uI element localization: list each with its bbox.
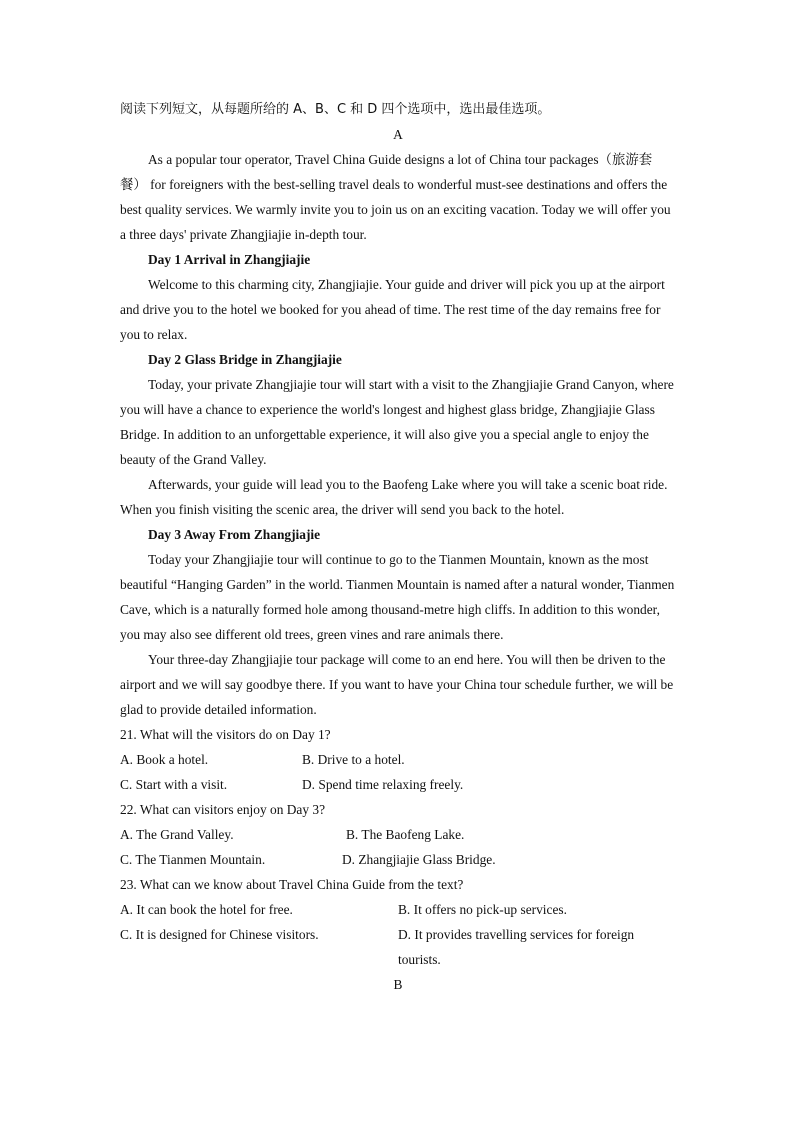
day2-paragraph-1: Today, your private Zhangjiajie tour will start with a visit to the Zhangjiajie Grand Canyon, where you will have a chance to experience the world's longest and highest glass bridge, Zhangjiajie Glass Bridge. In addition to an unforgettable experience, it will also give you a special angle to enjoy the beauty of the Grand Valley. bbox=[120, 377, 674, 467]
question-23-options-row-1 bbox=[120, 897, 676, 922]
option-c: C. The Tianmen Mountain. bbox=[120, 852, 266, 867]
question-22-options-row-1 bbox=[120, 822, 676, 847]
section-b-label: B bbox=[393, 977, 403, 992]
day2-heading: Day 2 Glass Bridge in Zhangjiajie bbox=[148, 352, 342, 367]
day1-paragraph: Welcome to this charming city, Zhangjiajie. Your guide and driver will pick you up at the airport and drive you to the hotel we booked for you ahead of time. The rest time of the day remains free for you to relax. bbox=[120, 277, 665, 342]
question-21-options-row-1 bbox=[120, 747, 676, 772]
day2-paragraph-2: Afterwards, your guide will lead you to the Baofeng Lake where you will take a scenic boat ride. bbox=[148, 477, 668, 492]
question-21-options-row-2 bbox=[120, 772, 676, 797]
option-a: A. The Grand Valley. bbox=[120, 827, 234, 842]
day2-paragraph-3: When you finish visiting the scenic area, the driver will send you back to the hotel. bbox=[120, 502, 565, 517]
day3-paragraph-1: Today your Zhangjiajie tour will continue to go to the Tianmen Mountain, known as the most beautiful “Hanging Garden” in the world. Tianmen Mountain is named after a natural wonder, Tianmen Cave, which is a naturally formed hole among thousand-metre high cliffs. In addition to this wonder, you may also see different old trees, green vines and rare animals there. bbox=[120, 552, 675, 642]
section-a-label: A bbox=[393, 127, 403, 142]
option-c: C. It is designed for Chinese visitors. bbox=[120, 927, 319, 942]
question-22-options-row-2 bbox=[120, 847, 676, 872]
question-23: 23. What can we know about Travel China Guide from the text? bbox=[120, 877, 464, 892]
option-a: A. Book a hotel. bbox=[120, 752, 209, 767]
option-d: D. Spend time relaxing freely. bbox=[302, 777, 464, 792]
instruction: 阅读下列短文，从每题所给的 A、B、C 和 D 四个选项中，选出最佳选项。 bbox=[120, 102, 551, 117]
option-b: B. The Baofeng Lake. bbox=[346, 827, 465, 842]
intro-paragraph: As a popular tour operator, Travel China Guide designs a lot of China tour packages（旅游套餐） for foreigners with the best-selling travel deals to wonderful must-see destinations and offers the best quality services. We warmly invite you to join us on an exciting vacation. Today we will offer you a three days' private Zhangjiajie in-depth tour. bbox=[120, 152, 671, 242]
day1-heading: Day 1 Arrival in Zhangjiajie bbox=[148, 252, 311, 267]
question-21: 21. What will the visitors do on Day 1? bbox=[120, 727, 331, 742]
option-d: D. Zhangjiajie Glass Bridge. bbox=[342, 852, 496, 867]
day3-heading: Day 3 Away From Zhangjiajie bbox=[148, 527, 321, 542]
option-b: B. Drive to a hotel. bbox=[302, 752, 405, 767]
reading-passage bbox=[120, 97, 676, 997]
question-23-options-row-2 bbox=[120, 922, 676, 972]
day3-paragraph-2: Your three-day Zhangjiajie tour package will come to an end here. You will then be driven to the airport and we will say goodbye there. If you want to have your China tour schedule further, we will be glad to provide detailed information. bbox=[120, 652, 674, 717]
question-22: 22. What can visitors enjoy on Day 3? bbox=[120, 802, 326, 817]
option-d: D. It provides travelling services for foreign tourists. bbox=[398, 927, 635, 967]
option-c: C. Start with a visit. bbox=[120, 777, 228, 792]
option-a: A. It can book the hotel for free. bbox=[120, 902, 293, 917]
option-b: B. It offers no pick-up services. bbox=[398, 902, 567, 917]
